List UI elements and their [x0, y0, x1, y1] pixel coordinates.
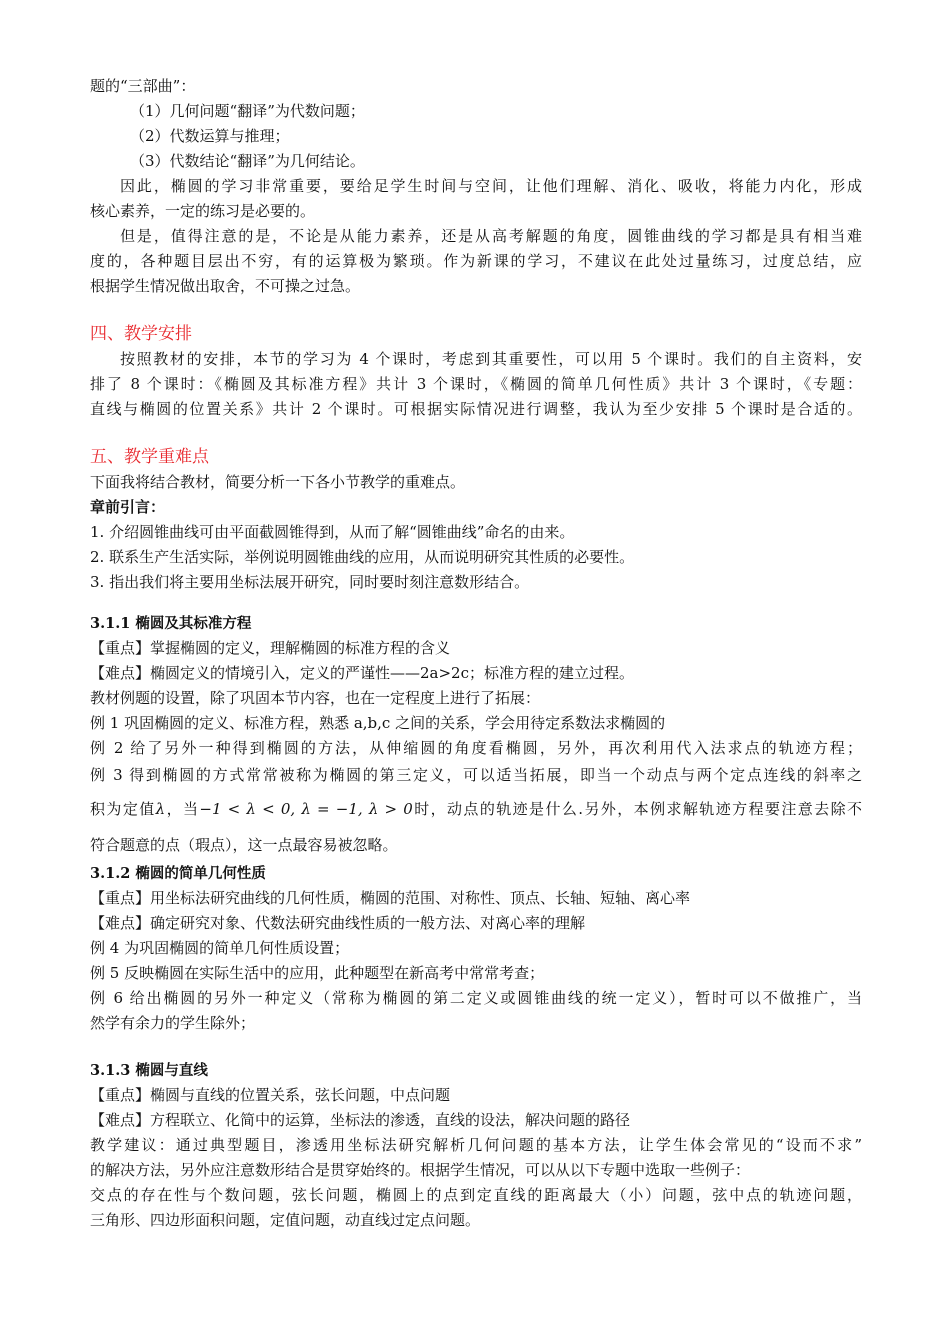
text-line: 题的“三部曲”：: [90, 77, 196, 95]
list-item: 1. 介绍圆锥曲线可由平面截圆锥得到，从而了解“圆锥曲线”命名的由来。: [90, 523, 575, 541]
paragraph-line: 符合题意的点（瑕点），这一点最容易被忽略。: [90, 836, 398, 854]
section-heading: 五、教学重难点: [90, 447, 209, 467]
paragraph-line: 例 3 得到椭圆的方式常常被称为椭圆的第三定义，可以适当拓展，即当一个动点与两个定点连线的斜率之: [90, 766, 862, 784]
paragraph-line: 直线与椭圆的位置关系》共计 2 个课时。可根据实际情况进行调整，我认为至少安排 5 个课时是合适的。: [90, 400, 862, 418]
paragraph-line: 例 6 给出椭圆的另外一种定义（常称为椭圆的第二定义或圆锥曲线的统一定义），暂时可以不做推广，当: [90, 989, 862, 1007]
paragraph-line: 根据学生情况做出取舍，不可操之过急。: [90, 277, 361, 295]
chapter-label: 章前引言：: [90, 498, 166, 516]
paragraph-line: 因此，椭圆的学习非常重要，要给足学生时间与空间，让他们理解、消化、吸收，将能力内化，形成: [120, 177, 862, 195]
list-item: （1）几何问题“翻译”为代数问题；: [130, 102, 365, 120]
key-point: 【重点】掌握椭圆的定义，理解椭圆的标准方程的含义: [90, 639, 451, 657]
paragraph-line: 教学建议：通过典型题目，渗透用坐标法研究解析几何问题的基本方法，让学生体会常见的“设而不求”: [90, 1136, 862, 1154]
difficult-point: 【难点】方程联立、化简中的运算，坐标法的渗透，直线的设法，解决问题的路径: [90, 1111, 631, 1129]
paragraph-line: 然学有余力的学生除外；: [90, 1014, 256, 1032]
paragraph-line: 三角形、四边形面积问题，定值问题，动直线过定点问题。: [90, 1211, 481, 1229]
paragraph-line: 按照教材的安排，本节的学习为 4 个课时，考虑到其重要性，可以用 5 个课时。我们的自主资料，安: [120, 350, 862, 368]
subsection-title: 3.1.3 椭圆与直线: [90, 1062, 208, 1079]
paragraph-line: 排了 8 个课时：《椭圆及其标准方程》共计 3 个课时，《椭圆的简单几何性质》共计 3 个课时，《专题：: [90, 375, 862, 393]
list-item: （2）代数运算与推理；: [130, 127, 290, 145]
paragraph-line: 度的，各种题目层出不穷，有的运算极为繁琐。作为新课的学习，不建议在此处过量练习，过度总结，应: [90, 252, 862, 270]
difficult-point: 【难点】确定研究对象、代数法研究曲线性质的一般方法、对离心率的理解: [90, 914, 586, 932]
list-item: 2. 联系生产生活实际，举例说明圆锥曲线的应用，从而说明研究其性质的必要性。: [90, 548, 635, 566]
math-inequality: −1 < λ < 0, λ = −1, λ > 0: [199, 800, 413, 818]
key-point: 【重点】椭圆与直线的位置关系，弦长问题，中点问题: [90, 1086, 451, 1104]
difficult-point: 【难点】椭圆定义的情境引入，定义的严谨性——2a>2c；标准方程的建立过程。: [90, 664, 635, 682]
paragraph-line: 核心素养，一定的练习是必要的。: [90, 202, 316, 220]
paragraph-line: 的解决方法，另外应注意数形结合是贯穿始终的。根据学生情况，可以从以下专题中选取一些例子：: [90, 1161, 751, 1179]
text-span: 积为定值: [90, 800, 156, 818]
subsection-title: 3.1.2 椭圆的简单几何性质: [90, 865, 266, 882]
paragraph-line: 但是，值得注意的是，不论是从能力素养，还是从高考解题的角度，圆锥曲线的学习都是具有相当难: [120, 227, 862, 245]
key-point: 【重点】用坐标法研究曲线的几何性质，椭圆的范围、对称性、顶点、长轴、短轴、离心率: [90, 889, 691, 907]
paragraph-line: 例 5 反映椭圆在实际生活中的应用，此种题型在新高考中常常考查；: [90, 964, 545, 982]
lambda-symbol: λ: [155, 800, 166, 818]
text-span: ，当: [165, 800, 200, 818]
list-item: 3. 指出我们将主要用坐标法展开研究，同时要时刻注意数形结合。: [90, 573, 530, 591]
paragraph-line-with-math: [90, 789, 862, 829]
paragraph-line: 下面我将结合教材，简要分析一下各小节教学的重难点。: [90, 473, 466, 491]
subsection-title: 3.1.1 椭圆及其标准方程: [90, 615, 252, 632]
paragraph-line: 例 1 巩固椭圆的定义、标准方程，熟悉 a,b,c 之间的关系，学会用待定系数法求椭圆的: [90, 714, 666, 732]
list-item: （3）代数结论“翻译”为几何结论。: [130, 152, 365, 170]
paragraph-line: 例 2 给了另外一种得到椭圆的方法，从伸缩圆的角度看椭圆，另外，再次利用代入法求点的轨迹方程；: [90, 739, 862, 757]
paragraph-line: 交点的存在性与个数问题，弦长问题，椭圆上的点到定直线的距离最大（小）问题，弦中点的轨迹问题，: [90, 1186, 862, 1204]
paragraph-line: 教材例题的设置，除了巩固本节内容，也在一定程度上进行了拓展：: [90, 689, 541, 707]
text-span: 时，动点的轨迹是什么.另外，本例求解轨迹方程要注意去除不: [412, 800, 862, 818]
paragraph-line: 例 4 为巩固椭圆的简单几何性质设置；: [90, 939, 350, 957]
section-heading: 四、教学安排: [90, 324, 192, 344]
document-page: [90, 74, 862, 1233]
